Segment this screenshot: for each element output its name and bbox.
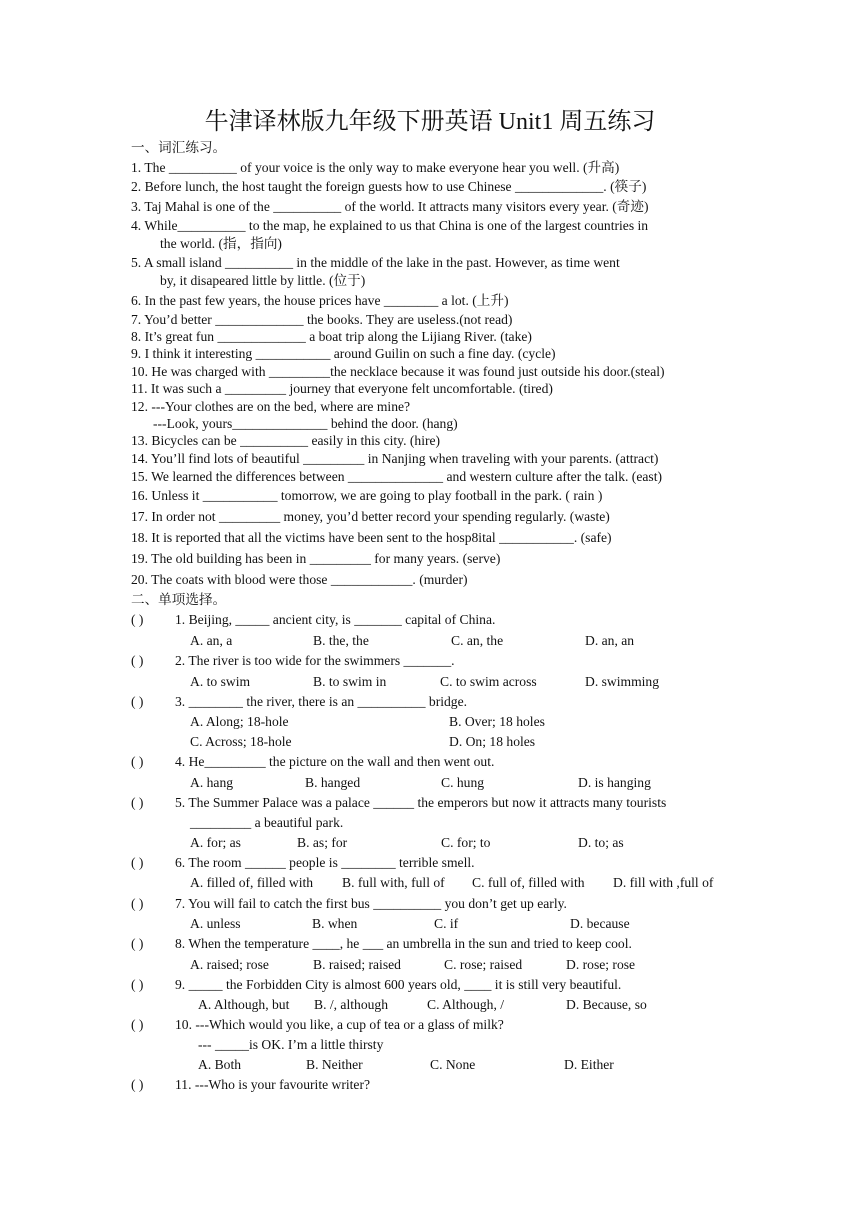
mcq-5-option-a: A. for; as xyxy=(190,835,241,850)
vocab-item-4: 4. While__________ to the map, he explained to us that China is one of the largest countries in xyxy=(131,218,649,233)
vocab-item-9: 9. I think it interesting ___________ around Guilin on such a fine day. (cycle) xyxy=(131,346,556,361)
answer-blank-3: ( ) xyxy=(131,694,144,709)
mcq-2-option-b: B. to swim in xyxy=(313,674,387,689)
vocab-item-13: 13. Bicycles can be __________ easily in this city. (hire) xyxy=(131,433,441,448)
mcq-stem-6: 6. The room ______ people is ________ terrible smell. xyxy=(175,855,475,870)
vocab-item-5: 5. A small island __________ in the middle of the lake in the past. However, as time went xyxy=(131,255,620,270)
mcq-stem-5-cont: _________ a beautiful park. xyxy=(190,815,344,830)
vocab-item-7: 7. You’d better _____________ the books. They are useless.(not read) xyxy=(131,312,513,327)
mcq-10-option-d: D. Either xyxy=(564,1057,614,1072)
mcq-4-option-c: C. hung xyxy=(441,775,485,790)
mcq-8-option-b: B. raised; raised xyxy=(313,957,401,972)
mcq-stem-10-cont: --- _____is OK. I’m a little thirsty xyxy=(198,1037,384,1052)
mcq-stem-1: 1. Beijing, _____ ancient city, is _______ capital of China. xyxy=(175,612,496,627)
vocab-item-17: 17. In order not _________ money, you’d better record your spending regularly. (waste) xyxy=(131,509,610,524)
mcq-stem-2: 2. The river is too wide for the swimmers _______. xyxy=(175,653,455,668)
answer-blank-6: ( ) xyxy=(131,855,144,870)
mcq-3-option-b: B. Over; 18 holes xyxy=(449,714,545,729)
mcq-9-option-b: B. /, although xyxy=(314,997,389,1012)
answer-blank-1: ( ) xyxy=(131,612,144,627)
answer-blank-2: ( ) xyxy=(131,653,144,668)
vocab-item-15: 15. We learned the differences between ______________ and western culture after the talk. (east) xyxy=(131,469,662,484)
mcq-1-option-a: A. an, a xyxy=(190,633,233,648)
vocab-item-12-cont: ---Look, yours______________ behind the door. (hang) xyxy=(153,416,458,431)
vocab-item-4-cont: the world. (指，指向) xyxy=(160,236,282,251)
page-title: 牛津译林版九年级下册英语 Unit1 周五练习 xyxy=(204,109,656,135)
mcq-3-option-d: D. On; 18 holes xyxy=(449,734,536,749)
mcq-8-option-d: D. rose; rose xyxy=(566,957,636,972)
mcq-8-option-c: C. rose; raised xyxy=(444,957,523,972)
mcq-6-option-d: D. fill with ,full of xyxy=(613,875,714,890)
mcq-stem-7: 7. You will fail to catch the first bus __________ you don’t get up early. xyxy=(175,896,567,911)
mcq-1-option-b: B. the, the xyxy=(313,633,369,648)
answer-blank-7: ( ) xyxy=(131,896,144,911)
mcq-7-option-a: A. unless xyxy=(190,916,241,931)
mcq-7-option-c: C. if xyxy=(434,916,459,931)
vocab-item-11: 11. It was such a _________ journey that everyone felt uncomfortable. (tired) xyxy=(131,381,553,396)
answer-blank-5: ( ) xyxy=(131,795,144,810)
mcq-6-option-a: A. filled of, filled with xyxy=(190,875,314,890)
mcq-10-option-b: B. Neither xyxy=(306,1057,363,1072)
mcq-5-option-c: C. for; to xyxy=(441,835,491,850)
mcq-8-option-a: A. raised; rose xyxy=(190,957,269,972)
mcq-stem-3: 3. ________ the river, there is an __________ bridge. xyxy=(175,694,468,709)
mcq-10-option-a: A. Both xyxy=(198,1057,242,1072)
vocab-item-2: 2. Before lunch, the host taught the foreign guests how to use Chinese _____________. (筷子) xyxy=(131,179,647,194)
mcq-10-option-c: C. None xyxy=(430,1057,476,1072)
mcq-9-option-a: A. Although, but xyxy=(198,997,290,1012)
mcq-2-option-d: D. swimming xyxy=(585,674,660,689)
mcq-7-option-d: D. because xyxy=(570,916,630,931)
answer-blank-8: ( ) xyxy=(131,936,144,951)
mcq-stem-5: 5. The Summer Palace was a palace ______ the emperors but now it attracts many tourists xyxy=(175,795,667,810)
mcq-5-option-b: B. as; for xyxy=(297,835,348,850)
answer-blank-9: ( ) xyxy=(131,977,144,992)
mcq-1-option-d: D. an, an xyxy=(585,633,635,648)
vocab-item-5-cont: by, it disapeared little by little. (位于) xyxy=(160,273,366,288)
mcq-stem-8: 8. When the temperature ____, he ___ an umbrella in the sun and tried to keep cool. xyxy=(175,936,632,951)
mcq-4-option-d: D. is hanging xyxy=(578,775,651,790)
mcq-4-option-b: B. hanged xyxy=(305,775,361,790)
mcq-9-option-c: C. Although, / xyxy=(427,997,505,1012)
mcq-1-option-c: C. an, the xyxy=(451,633,504,648)
mcq-4-option-a: A. hang xyxy=(190,775,234,790)
vocab-item-19: 19. The old building has been in _________ for many years. (serve) xyxy=(131,551,501,566)
mcq-stem-4: 4. He_________ the picture on the wall and then went out. xyxy=(175,754,495,769)
mcq-stem-11: 11. ---Who is your favourite writer? xyxy=(175,1077,371,1092)
answer-blank-4: ( ) xyxy=(131,754,144,769)
vocab-item-1: 1. The __________ of your voice is the only way to make everyone hear you well. (升高) xyxy=(131,160,620,175)
vocab-item-16: 16. Unless it ___________ tomorrow, we are going to play football in the park. ( rain ) xyxy=(131,488,603,503)
mcq-3-option-c: C. Across; 18-hole xyxy=(190,734,292,749)
mcq-5-option-d: D. to; as xyxy=(578,835,624,850)
mcq-7-option-b: B. when xyxy=(312,916,358,931)
vocab-item-20: 20. The coats with blood were those ____________. (murder) xyxy=(131,572,468,587)
vocab-item-14: 14. You’ll find lots of beautiful _________ in Nanjing when traveling with your parents. (attract) xyxy=(131,451,659,466)
mcq-6-option-c: C. full of, filled with xyxy=(472,875,585,890)
vocab-item-18: 18. It is reported that all the victims have been sent to the hosp8ital ___________. (safe) xyxy=(131,530,612,545)
mcq-stem-10: 10. ---Which would you like, a cup of tea or a glass of milk? xyxy=(175,1017,504,1032)
mcq-2-option-c: C. to swim across xyxy=(440,674,537,689)
mcq-3-option-a: A. Along; 18-hole xyxy=(190,714,289,729)
mcq-2-option-a: A. to swim xyxy=(190,674,251,689)
vocab-item-10: 10. He was charged with _________the necklace because it was found just outside his door.(steal) xyxy=(131,364,665,379)
vocab-item-12: 12. ---Your clothes are on the bed, where are mine? xyxy=(131,399,411,414)
vocab-item-8: 8. It’s great fun _____________ a boat trip along the Lijiang River. (take) xyxy=(131,329,532,344)
section1-heading: 一、词汇练习。 xyxy=(131,140,227,155)
section2-heading: 二、单项选择。 xyxy=(131,592,227,607)
vocab-item-3: 3. Taj Mahal is one of the __________ of the world. It attracts many visitors every year. (奇迹) xyxy=(131,199,649,214)
mcq-9-option-d: D. Because, so xyxy=(566,997,647,1012)
mcq-6-option-b: B. full with, full of xyxy=(342,875,445,890)
mcq-stem-9: 9. _____ the Forbidden City is almost 600 years old, ____ it is still very beautiful. xyxy=(175,977,622,992)
vocab-item-6: 6. In the past few years, the house prices have ________ a lot. (上升) xyxy=(131,293,509,308)
answer-blank-11: ( ) xyxy=(131,1077,144,1092)
answer-blank-10: ( ) xyxy=(131,1017,144,1032)
